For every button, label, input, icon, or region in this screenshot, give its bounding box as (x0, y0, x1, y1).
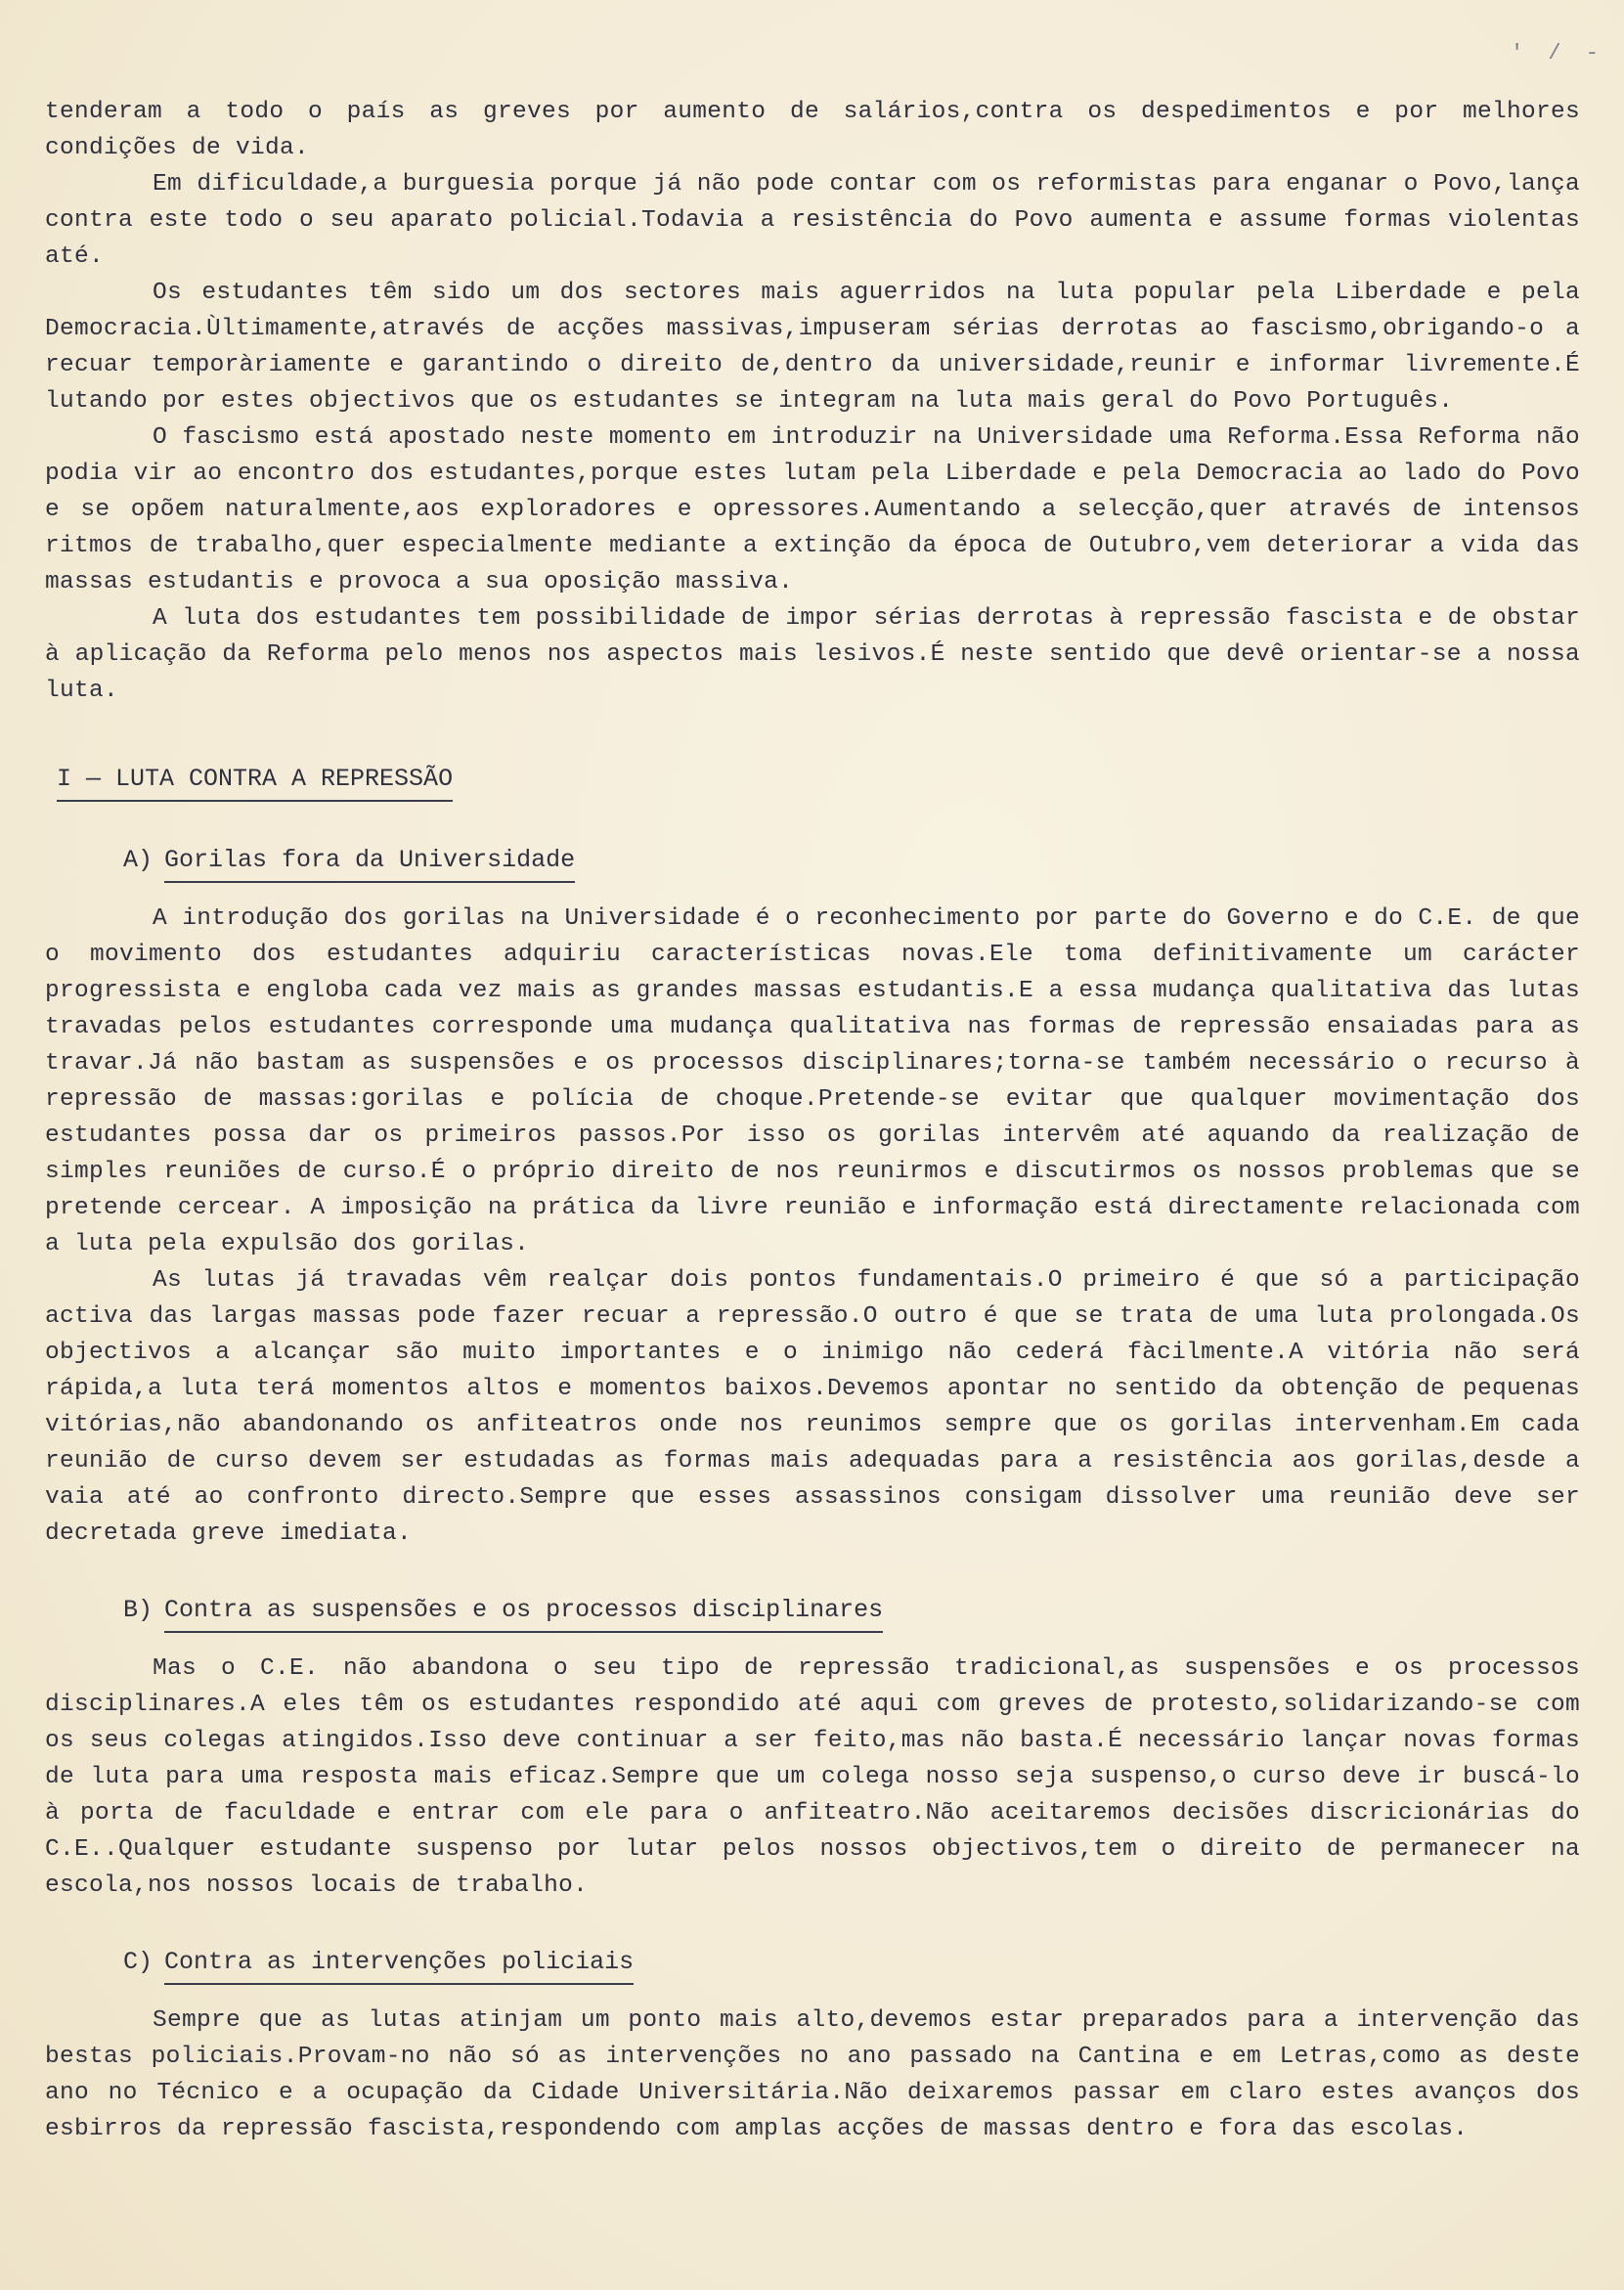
intro-paragraph-2: Em dificuldade,a burguesia porque já não pode contar com os reformistas para enganar o Povo,lança contra este todo o seu aparato policial.Todavia a resistência do Povo aumenta e assume formas violentas até. (45, 171, 1580, 270)
intro-paragraph-3: Os estudantes têm sido um dos sectores mais aguerridos na luta popular pela Liberdade e pela Democracia.Ùltimamente,através de acções massivas,impuseram sérias derrotas ao fascismo,obrigando-o a recuar temporàriamente e garantindo o direito de,dentro da universidade,reunir e informar livremente.É lutando por estes objectivos que os estudantes se integram na luta mais geral do Povo Português. (45, 280, 1580, 415)
subsection-c-label: C) (123, 1948, 154, 1976)
intro-paragraph-4: O fascismo está apostado neste momento em introduzir na Universidade uma Reforma.Essa Reforma não podia vir ao encontro dos estudantes,porque estes lutam pela Liberdade e pela Democracia ao lado do Povo e se opõem naturalmente,aos exploradores e opressores.Aumentando a selecção,quer através de intensos ritmos de trabalho,quer especialmente mediante a extinção da época de Outubro,vem deteriorar a vida das massas estudantis e provoca a sua oposição massiva. (45, 424, 1580, 595)
subsection-a-paragraph-1: A introdução dos gorilas na Universidade é o reconhecimento por parte do Governo e do C.E. de que o movimento dos estudantes adquiriu características novas.Ele toma definitivamente um carácter progressista e engloba cada vez mais as grandes massas estudantis.E a essa mudança qualitativa das lutas travadas pelos estudantes corresponde uma mudança qualitativa nas formas de repressão ensaiadas para as travar.Já não bastam as suspensões e os processos disciplinares;torna-se também necessário o recurso à repressão de massas:gorilas e polícia de choque.Pretende-se evitar que qualquer movimentação dos estudantes possa dar os primeiros passos.Por isso os gorilas intervêm até aquando da realização de simples reuniões de curso.É o próprio direito de nos reunirmos e discutirmos os nossos problemas que se pretende cercear. A imposição na prática da livre reunião e informação está directamente relacionada com a luta pela expulsão dos gorilas. (45, 905, 1580, 1257)
section-title: I — LUTA CONTRA A REPRESSÃO (57, 760, 453, 802)
subsection-c-title: Contra as intervenções policiais (164, 1943, 634, 1985)
subsection-c-heading (123, 1943, 1580, 1985)
intro-paragraph-1: tenderam a todo o país as greves por aumento de salários,contra os despedimentos e por melhores condições de vida. (45, 99, 1580, 161)
section-heading (57, 760, 1580, 802)
subsection-b-title: Contra as suspensões e os processos disciplinares (164, 1591, 883, 1633)
subsection-b-heading (123, 1591, 1580, 1633)
document-body (45, 94, 1580, 2147)
subsection-a-title: Gorilas fora da Universidade (164, 841, 575, 883)
subsection-a-paragraph-2: As lutas já travadas vêm realçar dois pontos fundamentais.O primeiro é que só a participação activa das largas massas pode fazer recuar a repressão.O outro é que se trata de uma luta prolongada.Os objectivos a alcançar são muito importantes e o inimigo não cederá fàcilmente.A vitória não será rápida,a luta terá momentos altos e momentos baixos.Devemos apontar no sentido da obtenção de pequenas vitórias,não abandonando os anfiteatros onde nos reunimos sempre que os gorilas intervenham.Em cada reunião de curso devem ser estudadas as formas mais adequadas para a resistência aos gorilas,desde a vaia até ao confronto directo.Sempre que esses assassinos consigam dissolver uma reunião deve ser decretada greve imediata. (45, 1267, 1580, 1547)
subsection-b-paragraph-1: Mas o C.E. não abandona o seu tipo de repressão tradicional,as suspensões e os processos disciplinares.A eles têm os estudantes respondido até aqui com greves de protesto,solidarizando-se com os seus colegas atingidos.Isso deve continuar a ser feito,mas não basta.É necessário lançar novas formas de luta para uma resposta mais eficaz.Sempre que um colega nosso seja suspenso,o curso deve ir buscá-lo à porta de faculdade e entrar com ele para o anfiteatro.Não aceitaremos decisões discricionárias do C.E..Qualquer estudante suspenso por lutar pelos nossos objectivos,tem o direito de permanecer na escola,nos nossos locais de trabalho. (45, 1655, 1580, 1899)
subsection-a-heading (123, 841, 1580, 883)
subsection-c-paragraph-1: Sempre que as lutas atinjam um ponto mais alto,devemos estar preparados para a intervenção das bestas policiais.Provam-no não só as intervenções no ano passado na Cantina e em Letras,como as deste ano no Técnico e a ocupação da Cidade Universitária.Não deixaremos passar em claro estes avanços dos esbirros da repressão fascista,respondendo com amplas acções de massas dentro e fora das escolas. (45, 2007, 1580, 2142)
subsection-a-label: A) (123, 846, 154, 874)
corner-mark: ' / - (1511, 41, 1605, 66)
intro-paragraph-5: A luta dos estudantes tem possibilidade de impor sérias derrotas à repressão fascista e de obstar à aplicação da Reforma pelo menos nos aspectos mais lesivos.É neste sentido que devê orientar-se a nossa luta. (45, 605, 1580, 704)
subsection-b-label: B) (123, 1596, 154, 1624)
